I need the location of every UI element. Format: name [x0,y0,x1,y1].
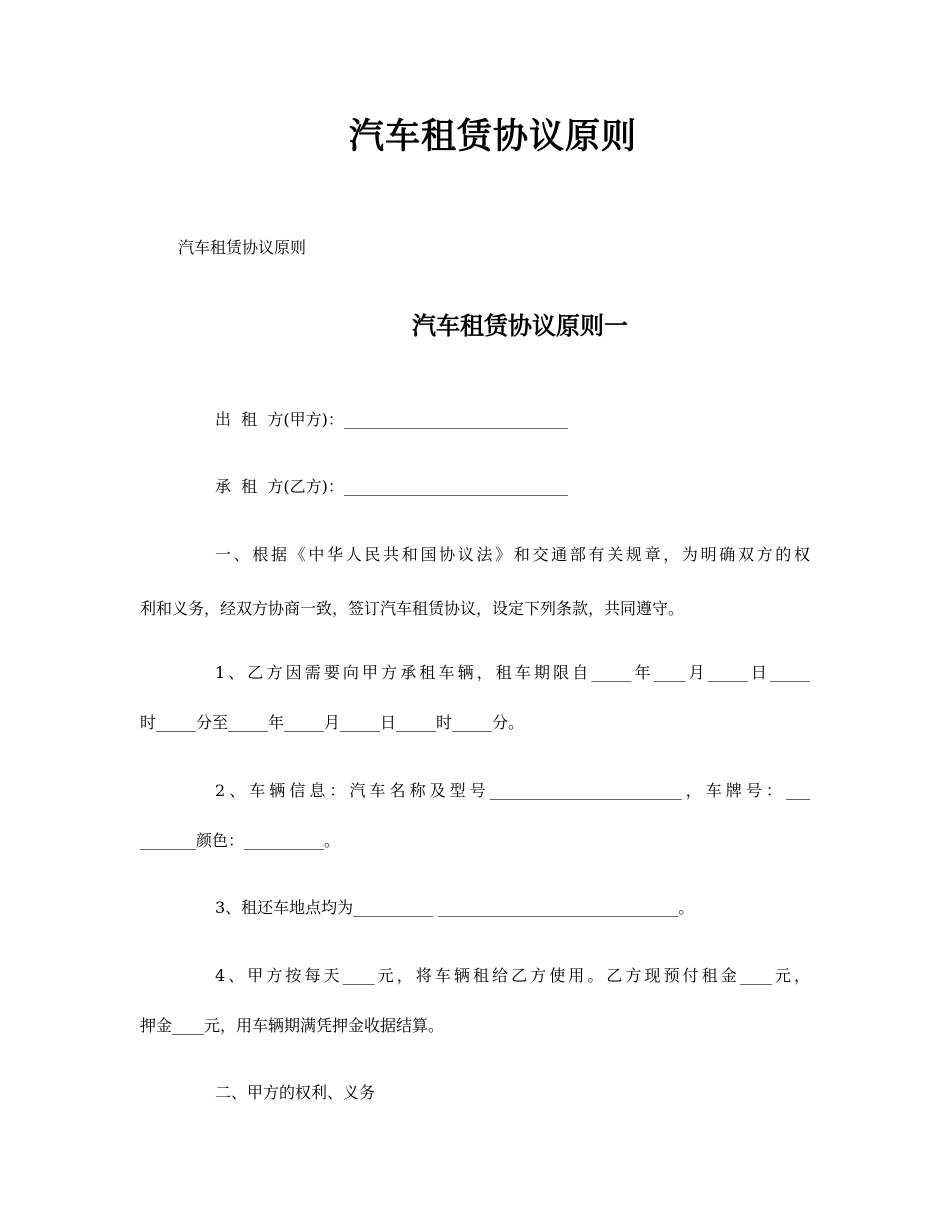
lessor-line: 出 租 方(甲方)：____________________________ [215,410,568,429]
item3-line1: 3、租还车地点均为__________ ______________________________。 [215,898,695,917]
item2-line1: 2、车辆信息：汽车名称及型号________________________，车牌号：___ [215,781,810,800]
lessee-line: 承 租 方(乙方)：____________________________ [215,477,568,496]
clause2-heading: 二、甲方的权利、义务 [215,1083,376,1102]
clause1-line2: 利和义务，经双方协商一致，签订汽车租赁协议，设定下列条款，共同遵守。 [140,599,685,618]
item2-line2: _______颜色：__________。 [140,831,341,850]
clause1-line1: 一、根据《中华人民共和国协议法》和交通部有关规章，为明确双方的权 [215,545,810,564]
item4-line1: 4、甲方按每天____元，将车辆租给乙方使用。乙方现预付租金____元， [215,966,810,985]
item1-line2: 时_____分至_____年_____月_____日_____时_____分。 [140,713,525,732]
document-subtitle: 汽车租赁协议原则 [178,238,307,257]
page-title: 汽车租赁协议原则 [348,116,637,157]
item4-line2: 押金____元，用车辆期满凭押金收据结算。 [140,1016,445,1035]
section-title: 汽车租赁协议原则一 [412,311,628,340]
item1-line1: 1、乙方因需要向甲方承租车辆，租车期限自_____年____月_____日_____ [215,663,810,682]
